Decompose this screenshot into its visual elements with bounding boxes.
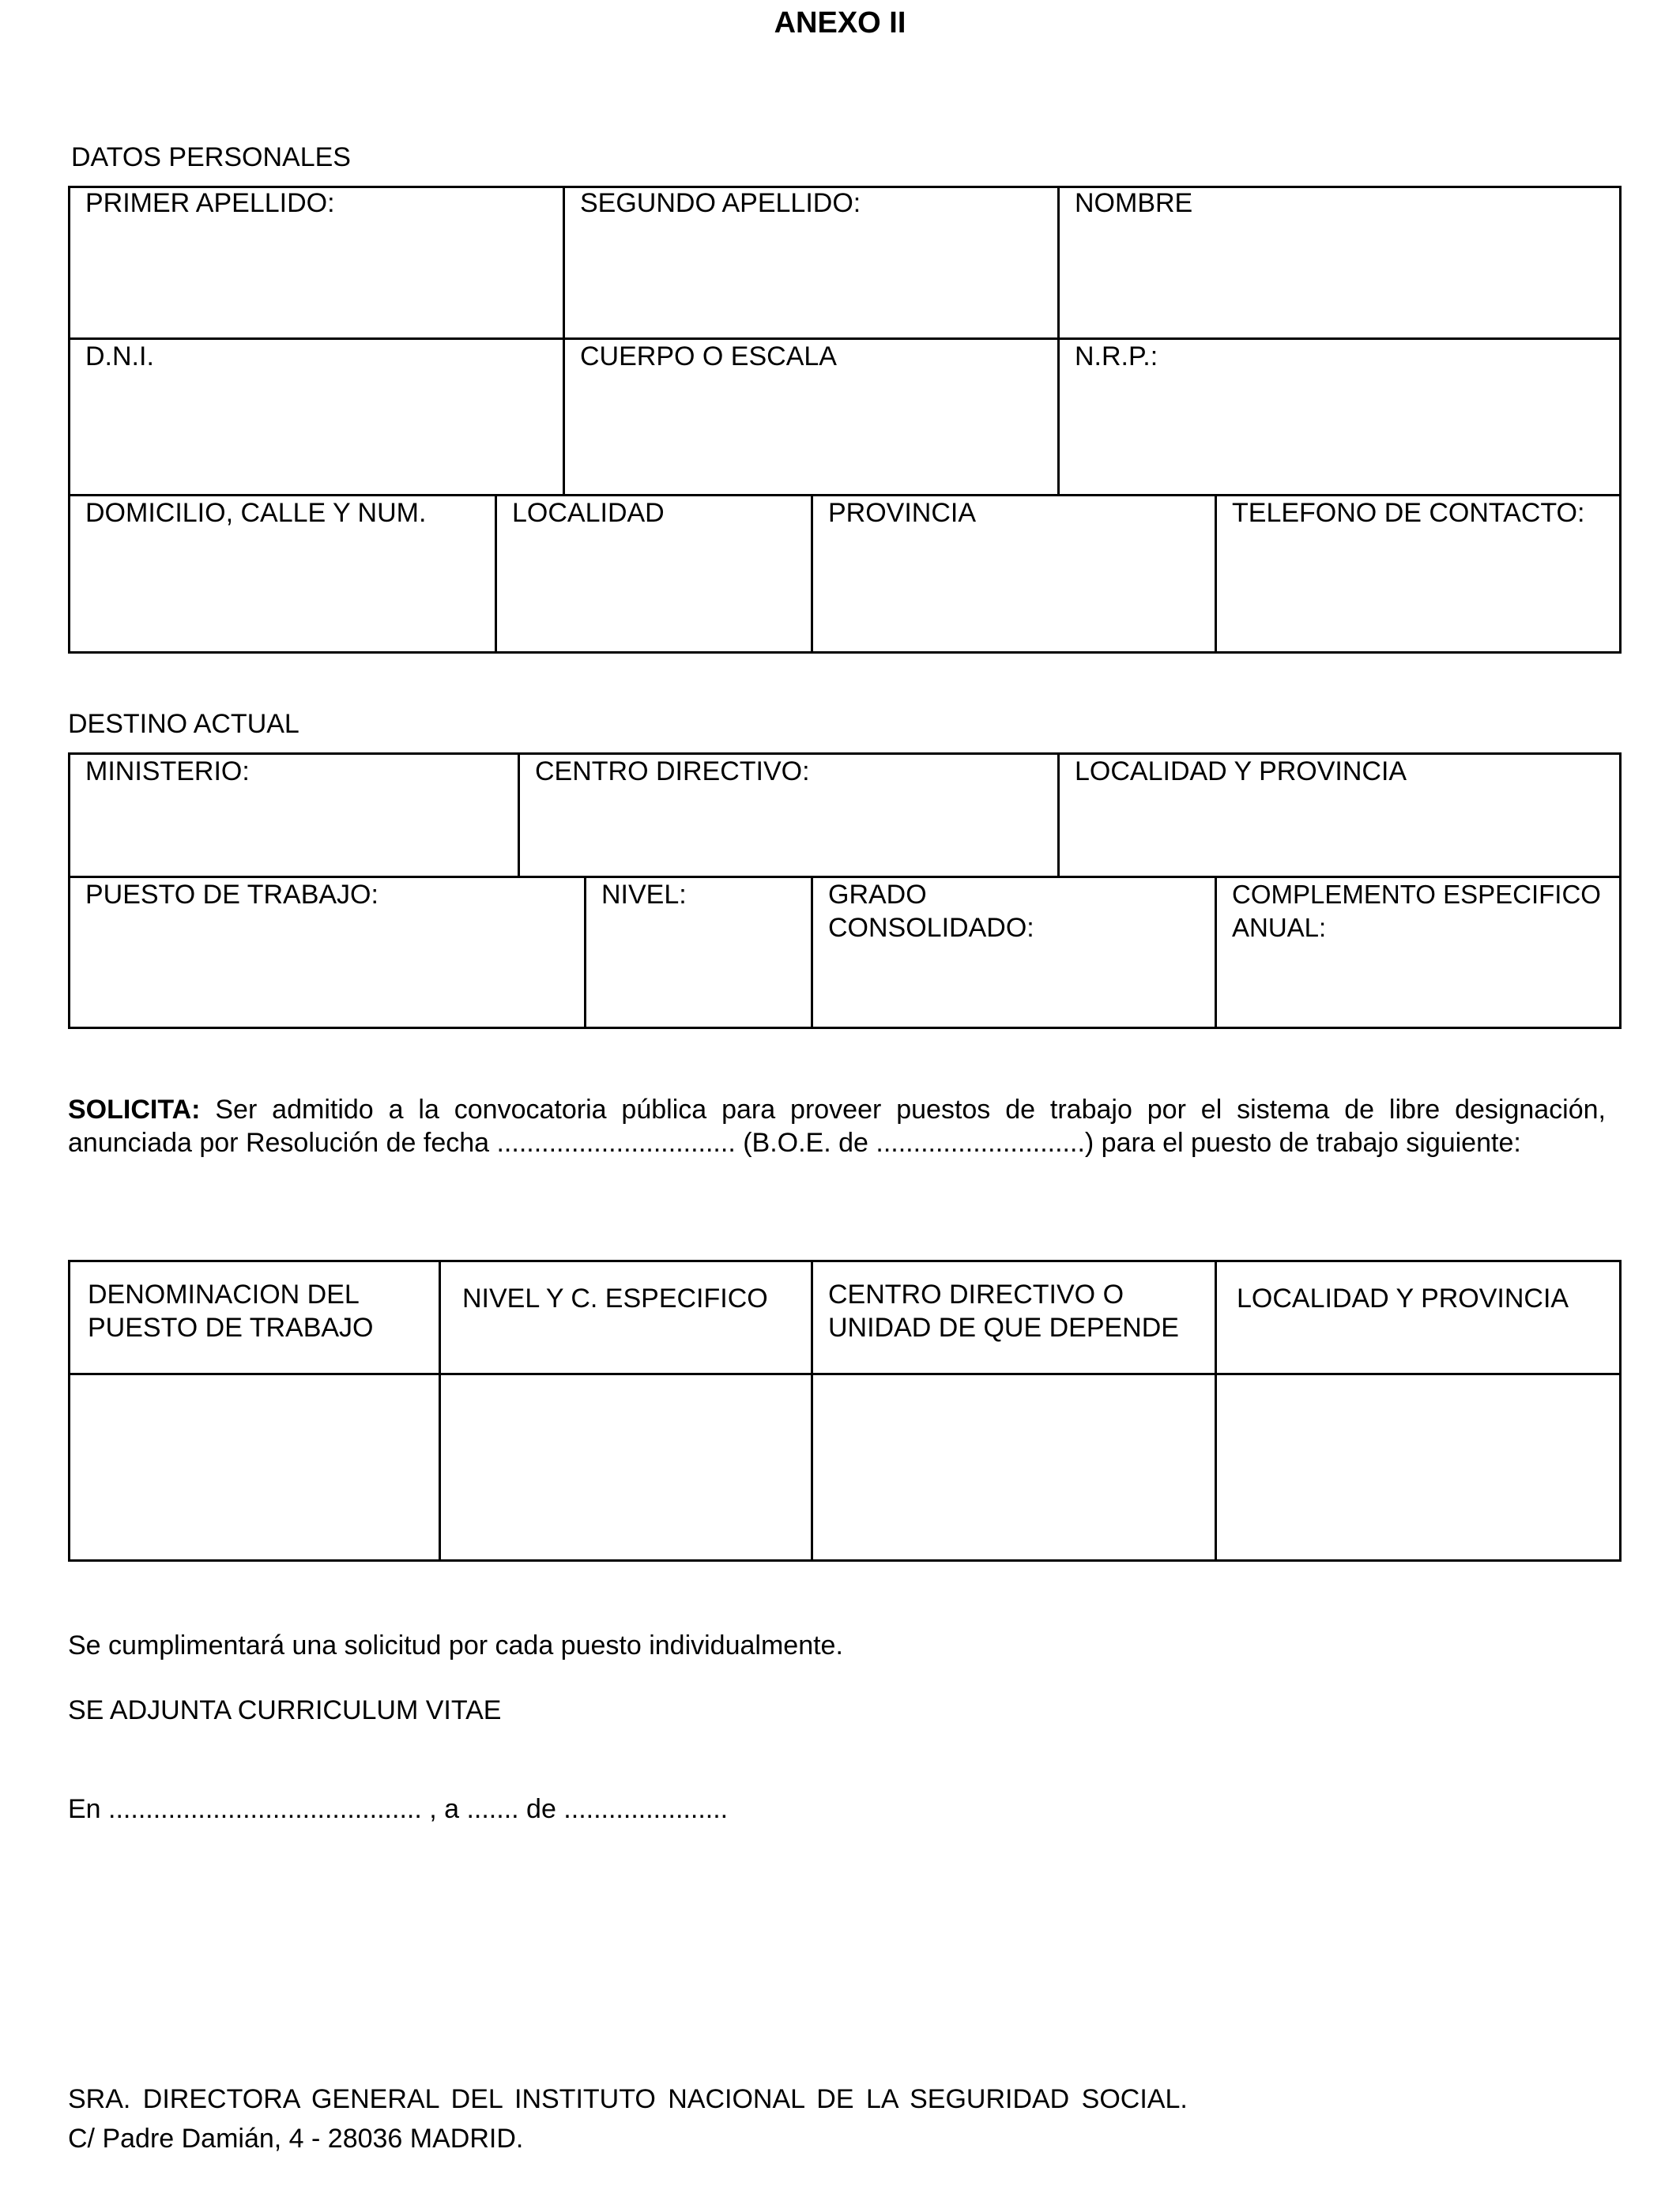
note-text: Se cumplimentará una solicitud por cada puesto individualmente. (68, 1630, 843, 1661)
destino-actual-heading: DESTINO ACTUAL (68, 709, 299, 739)
dni-field[interactable]: D.N.I. (85, 341, 154, 371)
table-header-localidad: LOCALIDAD Y PROVINCIA (1237, 1284, 1569, 1314)
datos-personales-table (68, 186, 1622, 654)
place-date-line[interactable]: En .......................................... , a ....... de ...................... (68, 1794, 729, 1824)
recipient-address: C/ Padre Damián, 4 - 28036 MADRID. (68, 2124, 524, 2154)
localidad-provincia-field[interactable]: LOCALIDAD Y PROVINCIA (1075, 756, 1407, 786)
centro-directivo-field[interactable]: CENTRO DIRECTIVO: (535, 756, 810, 786)
grado-consolidado-field[interactable]: GRADO CONSOLIDADO: (828, 880, 1034, 943)
primer-apellido-field[interactable]: PRIMER APELLIDO: (85, 188, 335, 218)
nrp-field[interactable]: N.R.P.: (1075, 341, 1158, 371)
table-cell-nivel[interactable] (439, 1375, 811, 1560)
table-cell-centro[interactable] (811, 1375, 1215, 1560)
solicita-text: Ser admitido a la convocatoria pública para proveer puestos de trabajo por el sistema de libre designación, anunciada por Resolución de fecha ................................ (B.O.E. de ............................) para el puesto de trabajo siguiente: (68, 1095, 1606, 1158)
curriculum-text: SE ADJUNTA CURRICULUM VITAE (68, 1695, 502, 1725)
table-header-nivel: NIVEL Y C. ESPECIFICO (462, 1284, 768, 1314)
nivel-field[interactable]: NIVEL: (601, 880, 687, 910)
recipient-line: SRA. DIRECTORA GENERAL DEL INSTITUTO NACIONAL DE LA SEGURIDAD SOCIAL. (68, 2084, 1188, 2114)
page-title: ANEXO II (774, 6, 906, 40)
segundo-apellido-field[interactable]: SEGUNDO APELLIDO: (580, 188, 861, 218)
puesto-trabajo-field[interactable]: PUESTO DE TRABAJO: (85, 880, 379, 910)
cuerpo-escala-field[interactable]: CUERPO O ESCALA (580, 341, 837, 371)
datos-personales-heading: DATOS PERSONALES (71, 142, 351, 172)
ministerio-field[interactable]: MINISTERIO: (85, 756, 250, 786)
table-cell-localidad[interactable] (1215, 1375, 1622, 1560)
provincia-field[interactable]: PROVINCIA (828, 498, 977, 528)
table-header-denominacion: DENOMINACION DEL PUESTO DE TRABAJO (88, 1280, 374, 1343)
solicita-paragraph (68, 1093, 1606, 1159)
table-header-centro: CENTRO DIRECTIVO O UNIDAD DE QUE DEPENDE (828, 1280, 1179, 1343)
table-cell-denominacion[interactable] (68, 1375, 439, 1560)
telefono-field[interactable]: TELEFONO DE CONTACTO: (1232, 498, 1585, 528)
localidad-field[interactable]: LOCALIDAD (512, 498, 665, 528)
solicita-label: SOLICITA: (68, 1095, 201, 1125)
domicilio-field[interactable]: DOMICILIO, CALLE Y NUM. (85, 498, 427, 528)
complemento-especifico-field[interactable]: COMPLEMENTO ESPECIFICO ANUAL: (1232, 880, 1601, 942)
nombre-field[interactable]: NOMBRE (1075, 188, 1193, 218)
